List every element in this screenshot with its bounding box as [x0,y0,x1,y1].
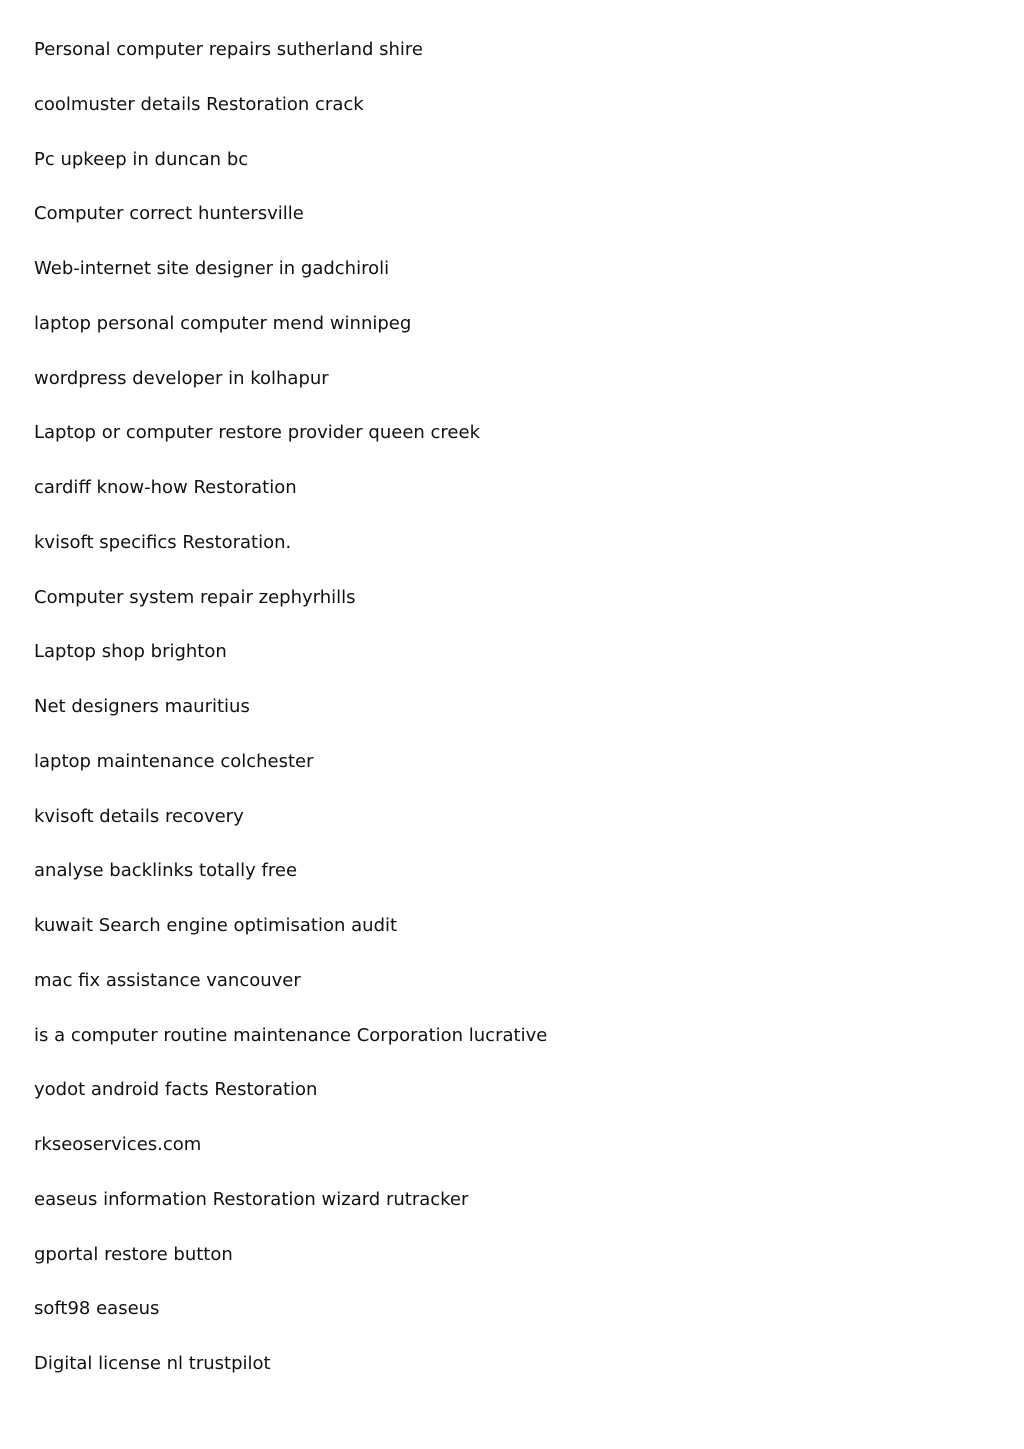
link[interactable]: Net designers mauritius [34,696,250,717]
list-item [34,1132,994,1187]
link[interactable]: kvisoft specifics Restoration. [34,531,292,553]
list-item [34,1187,994,1242]
link[interactable]: rkseoservices.com [34,1134,202,1155]
link[interactable]: Personal computer repairs sutherland shire [34,39,423,60]
list-item [34,585,994,640]
link[interactable]: cardiff know-how Restoration [34,477,297,498]
list-item [34,1351,994,1406]
list-item [34,858,994,913]
list-item [34,475,994,530]
link[interactable]: mac fix assistance vancouver [34,969,301,991]
list-item [34,639,994,694]
list-item [34,1296,994,1351]
list-item [34,92,994,147]
list-item [34,804,994,859]
list-item [34,1023,994,1078]
link[interactable]: Digital license nl trustpilot [34,1353,271,1374]
list-item [34,1077,994,1132]
list-item [34,420,994,475]
link[interactable]: gportal restore button [34,1243,233,1265]
link[interactable]: Computer system repair zephyrhills [34,586,356,608]
link[interactable]: Pc upkeep in duncan bc [34,148,249,170]
link[interactable]: coolmuster details Restoration crack [34,93,364,115]
link[interactable]: kuwait Search engine optimisation audit [34,915,398,936]
list-item [34,366,994,421]
list-item [34,37,994,92]
list-item [34,913,994,968]
link[interactable]: kvisoft details recovery [34,805,244,827]
link[interactable]: Laptop shop brighton [34,641,227,663]
link[interactable]: Web-internet site designer in gadchiroli [34,258,390,279]
list-item [34,749,994,804]
link[interactable]: is a computer routine maintenance Corporation lucrative [34,1024,548,1046]
list-item [34,1242,994,1297]
link-list [34,37,994,1406]
list-item [34,530,994,585]
list-item [34,201,994,256]
link[interactable]: laptop maintenance colchester [34,750,314,772]
list-item [34,147,994,202]
link[interactable]: soft98 easeus [34,1298,160,1320]
link[interactable]: laptop personal computer mend winnipeg [34,312,412,334]
link[interactable]: easeus information Restoration wizard rutracker [34,1188,469,1210]
list-item [34,694,994,749]
list-item [34,256,994,311]
link[interactable]: yodot android facts Restoration [34,1079,318,1101]
link[interactable]: analyse backlinks totally free [34,860,298,882]
list-item [34,311,994,366]
list-item [34,968,994,1023]
link[interactable]: wordpress developer in kolhapur [34,367,329,389]
link[interactable]: Computer correct huntersville [34,203,304,225]
link[interactable]: Laptop or computer restore provider queen creek [34,422,481,444]
